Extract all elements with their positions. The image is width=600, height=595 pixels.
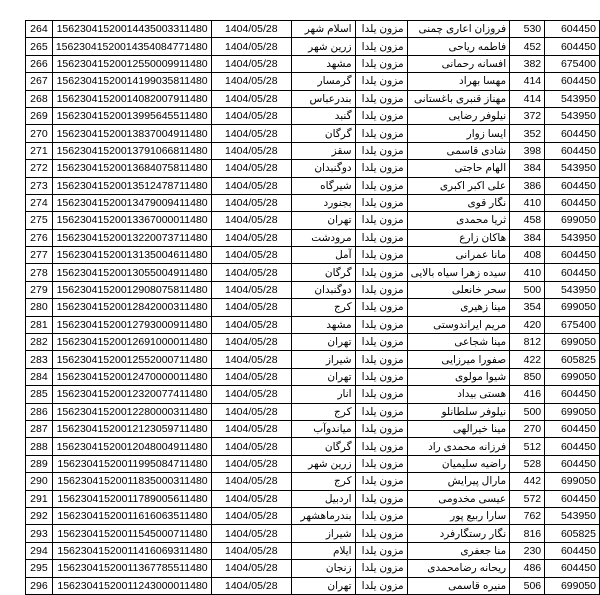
table-row (26, 107, 600, 124)
tracking-code: 15623041520012691000011480 (52, 334, 211, 351)
amount-cell: 420 (510, 316, 545, 333)
recipient-name: منیره قاسمی (407, 577, 510, 594)
row-number: 269 (26, 107, 53, 124)
postal-code-cell: 604450 (545, 247, 600, 264)
recipient-name: راضیه سلیمیان (407, 455, 510, 472)
recipient-name: مارال پیرایش (407, 473, 510, 490)
postal-code-cell: 604450 (545, 125, 600, 142)
city-cell: اسلام شهر (291, 21, 355, 38)
table-row (26, 368, 600, 385)
recipient-name: شادی قاسمی (407, 142, 510, 159)
recipient-name: هاکان زارع (407, 229, 510, 246)
tracking-code: 15623041520014354084771480 (52, 38, 211, 55)
sender-cell: مزون یلدا (355, 403, 407, 420)
sender-cell: مزون یلدا (355, 73, 407, 90)
postal-code-cell: 604450 (545, 455, 600, 472)
row-number: 284 (26, 368, 53, 385)
postal-code-cell: 543950 (545, 107, 600, 124)
city-cell: تهران (291, 212, 355, 229)
city-cell: کرج (291, 473, 355, 490)
recipient-name: منا جعفری (407, 542, 510, 559)
city-cell: زرین شهر (291, 38, 355, 55)
row-number: 281 (26, 316, 53, 333)
amount-cell: 416 (510, 386, 545, 403)
tracking-code: 15623041520013837004911480 (52, 125, 211, 142)
recipient-name: علی اکبر اکبری (407, 177, 510, 194)
date-cell: 1404/05/28 (211, 247, 291, 264)
recipient-name: مریم ایراندوستی (407, 316, 510, 333)
postal-code-cell: 675400 (545, 316, 600, 333)
recipient-name: فاطمه ریاحی (407, 38, 510, 55)
postal-code-cell: 604450 (545, 438, 600, 455)
date-cell: 1404/05/28 (211, 125, 291, 142)
city-cell: آمل (291, 247, 355, 264)
tracking-code: 15623041520013684075811480 (52, 160, 211, 177)
tracking-code: 15623041520013367000011480 (52, 212, 211, 229)
city-cell: گرگان (291, 264, 355, 281)
date-cell: 1404/05/28 (211, 299, 291, 316)
postal-code-cell: 699050 (545, 403, 600, 420)
city-cell: زرین شهر (291, 455, 355, 472)
recipient-name: سیده زهرا سیاه بالایی (407, 264, 510, 281)
recipient-name: افسانه رحمانی (407, 55, 510, 72)
amount-cell: 422 (510, 351, 545, 368)
amount-cell: 352 (510, 125, 545, 142)
table-row (26, 177, 600, 194)
table-row (26, 507, 600, 524)
tracking-code: 15623041520012280000311480 (52, 403, 211, 420)
row-number: 266 (26, 55, 53, 72)
amount-cell: 762 (510, 507, 545, 524)
date-cell: 1404/05/28 (211, 229, 291, 246)
amount-cell: 458 (510, 212, 545, 229)
recipient-name: الهام حاجتی (407, 160, 510, 177)
date-cell: 1404/05/28 (211, 73, 291, 90)
date-cell: 1404/05/28 (211, 455, 291, 472)
row-number: 293 (26, 525, 53, 542)
table-row (26, 90, 600, 107)
recipient-name: سحر خانعلی (407, 281, 510, 298)
row-number: 271 (26, 142, 53, 159)
amount-cell: 382 (510, 55, 545, 72)
date-cell: 1404/05/28 (211, 21, 291, 38)
city-cell: گرگان (291, 438, 355, 455)
amount-cell: 530 (510, 21, 545, 38)
sender-cell: مزون یلدا (355, 55, 407, 72)
row-number: 274 (26, 194, 53, 211)
tracking-code: 15623041520012470000011480 (52, 368, 211, 385)
date-cell: 1404/05/28 (211, 438, 291, 455)
tracking-code: 15623041520012793000911480 (52, 316, 211, 333)
date-cell: 1404/05/28 (211, 160, 291, 177)
postal-code-cell: 605825 (545, 525, 600, 542)
sender-cell: مزون یلدا (355, 21, 407, 38)
table-row (26, 142, 600, 159)
tracking-code: 15623041520011616063511480 (52, 507, 211, 524)
city-cell: مشهد (291, 316, 355, 333)
date-cell: 1404/05/28 (211, 560, 291, 577)
table-row (26, 229, 600, 246)
city-cell: تهران (291, 334, 355, 351)
city-cell: گرمسار (291, 73, 355, 90)
recipient-name: صفورا میرزایی (407, 351, 510, 368)
date-cell: 1404/05/28 (211, 577, 291, 594)
date-cell: 1404/05/28 (211, 420, 291, 437)
table-row (26, 160, 600, 177)
recipient-name: مهناز قنبری باغستانی (407, 90, 510, 107)
postal-code-cell: 675400 (545, 55, 600, 72)
recipient-name: عیسی مخدومی (407, 490, 510, 507)
recipient-name: مهسا بهراد (407, 73, 510, 90)
date-cell: 1404/05/28 (211, 212, 291, 229)
tracking-code: 15623041520011545000711480 (52, 525, 211, 542)
table-row (26, 420, 600, 437)
sender-cell: مزون یلدا (355, 247, 407, 264)
postal-code-cell: 605825 (545, 351, 600, 368)
row-number: 270 (26, 125, 53, 142)
date-cell: 1404/05/28 (211, 507, 291, 524)
city-cell: بندرماهشهر (291, 507, 355, 524)
recipient-name: شیوا مولوی (407, 368, 510, 385)
date-cell: 1404/05/28 (211, 386, 291, 403)
sender-cell: مزون یلدا (355, 560, 407, 577)
date-cell: 1404/05/28 (211, 316, 291, 333)
row-number: 283 (26, 351, 53, 368)
amount-cell: 500 (510, 403, 545, 420)
city-cell: زنجان (291, 560, 355, 577)
city-cell: شیراز (291, 525, 355, 542)
table-row (26, 247, 600, 264)
sender-cell: مزون یلدا (355, 299, 407, 316)
postal-code-cell: 543950 (545, 281, 600, 298)
row-number: 275 (26, 212, 53, 229)
table-row (26, 281, 600, 298)
recipient-name: فرزانه محمدی راد (407, 438, 510, 455)
date-cell: 1404/05/28 (211, 194, 291, 211)
postal-code-cell: 604450 (545, 21, 600, 38)
tracking-code: 15623041520011995084711480 (52, 455, 211, 472)
postal-code-cell: 699050 (545, 577, 600, 594)
date-cell: 1404/05/28 (211, 55, 291, 72)
recipient-name: نگار رستگارفرد (407, 525, 510, 542)
date-cell: 1404/05/28 (211, 525, 291, 542)
sender-cell: مزون یلدا (355, 542, 407, 559)
tracking-code: 15623041520011243000011480 (52, 577, 211, 594)
sender-cell: مزون یلدا (355, 142, 407, 159)
amount-cell: 270 (510, 420, 545, 437)
tracking-code: 15623041520013512478711480 (52, 177, 211, 194)
row-number: 286 (26, 403, 53, 420)
row-number: 272 (26, 160, 53, 177)
postal-code-cell: 699050 (545, 473, 600, 490)
amount-cell: 408 (510, 247, 545, 264)
recipient-name: فروزان اعاری چمنی (407, 21, 510, 38)
sender-cell: مزون یلدا (355, 455, 407, 472)
city-cell: مشهد (291, 55, 355, 72)
city-cell: دوگنبدان (291, 160, 355, 177)
city-cell: گرگان (291, 125, 355, 142)
amount-cell: 372 (510, 107, 545, 124)
date-cell: 1404/05/28 (211, 264, 291, 281)
sender-cell: مزون یلدا (355, 107, 407, 124)
postal-code-cell: 604450 (545, 386, 600, 403)
sender-cell: مزون یلدا (355, 281, 407, 298)
date-cell: 1404/05/28 (211, 473, 291, 490)
tracking-code: 15623041520013220073711480 (52, 229, 211, 246)
amount-cell: 506 (510, 577, 545, 594)
city-cell: تهران (291, 368, 355, 385)
row-number: 264 (26, 21, 53, 38)
tracking-code: 15623041520012048004911480 (52, 438, 211, 455)
postal-code-cell: 604450 (545, 73, 600, 90)
tracking-code: 15623041520012123059711480 (52, 420, 211, 437)
table-row (26, 125, 600, 142)
sender-cell: مزون یلدا (355, 90, 407, 107)
row-number: 291 (26, 490, 53, 507)
sender-cell: مزون یلدا (355, 351, 407, 368)
sender-cell: مزون یلدا (355, 212, 407, 229)
table-row (26, 73, 600, 90)
city-cell: کرج (291, 403, 355, 420)
recipient-name: ایسا زوار (407, 125, 510, 142)
tracking-code: 15623041520012908075811480 (52, 281, 211, 298)
amount-cell: 414 (510, 73, 545, 90)
sender-cell: مزون یلدا (355, 125, 407, 142)
amount-cell: 442 (510, 473, 545, 490)
tracking-code: 15623041520014199035811480 (52, 73, 211, 90)
table-row (26, 560, 600, 577)
sender-cell: مزون یلدا (355, 177, 407, 194)
postal-code-cell: 604450 (545, 142, 600, 159)
table-row (26, 316, 600, 333)
sender-cell: مزون یلدا (355, 438, 407, 455)
postal-code-cell: 604450 (545, 420, 600, 437)
amount-cell: 410 (510, 264, 545, 281)
recipient-name: نگار قوی (407, 194, 510, 211)
recipient-name: مانا عمرانی (407, 247, 510, 264)
table-row (26, 194, 600, 211)
city-cell: اردبیل (291, 490, 355, 507)
date-cell: 1404/05/28 (211, 142, 291, 159)
city-cell: شیرگاه (291, 177, 355, 194)
table-row (26, 55, 600, 72)
postal-code-cell: 604450 (545, 194, 600, 211)
sender-cell: مزون یلدا (355, 490, 407, 507)
row-number: 277 (26, 247, 53, 264)
postal-code-cell: 699050 (545, 334, 600, 351)
postal-code-cell: 604450 (545, 542, 600, 559)
row-number: 268 (26, 90, 53, 107)
row-number: 296 (26, 577, 53, 594)
tracking-code: 15623041520011789005611480 (52, 490, 211, 507)
amount-cell: 500 (510, 281, 545, 298)
sender-cell: مزون یلدا (355, 334, 407, 351)
table-row (26, 577, 600, 594)
table-row (26, 299, 600, 316)
row-number: 295 (26, 560, 53, 577)
row-number: 280 (26, 299, 53, 316)
table-row (26, 490, 600, 507)
postal-code-cell: 543950 (545, 90, 600, 107)
amount-cell: 410 (510, 194, 545, 211)
postal-code-cell: 604450 (545, 177, 600, 194)
sender-cell: مزون یلدا (355, 525, 407, 542)
amount-cell: 528 (510, 455, 545, 472)
recipient-name: مینا زهیری (407, 299, 510, 316)
sender-cell: مزون یلدا (355, 194, 407, 211)
shipment-table-body (26, 21, 600, 595)
city-cell: کرج (291, 299, 355, 316)
city-cell: دوگنبدان (291, 281, 355, 298)
amount-cell: 414 (510, 90, 545, 107)
amount-cell: 452 (510, 38, 545, 55)
table-row (26, 438, 600, 455)
date-cell: 1404/05/28 (211, 334, 291, 351)
row-number: 290 (26, 473, 53, 490)
table-row (26, 334, 600, 351)
sender-cell: مزون یلدا (355, 229, 407, 246)
sender-cell: مزون یلدا (355, 316, 407, 333)
recipient-name: ثریا محمدی (407, 212, 510, 229)
amount-cell: 384 (510, 229, 545, 246)
city-cell: سقز (291, 142, 355, 159)
postal-code-cell: 604450 (545, 264, 600, 281)
row-number: 288 (26, 438, 53, 455)
row-number: 287 (26, 420, 53, 437)
postal-code-cell: 604450 (545, 490, 600, 507)
amount-cell: 398 (510, 142, 545, 159)
table-row (26, 455, 600, 472)
amount-cell: 816 (510, 525, 545, 542)
date-cell: 1404/05/28 (211, 351, 291, 368)
table-row (26, 386, 600, 403)
shipment-table (25, 20, 600, 595)
tracking-code: 15623041520012552000711480 (52, 351, 211, 368)
sender-cell: مزون یلدا (355, 507, 407, 524)
sender-cell: مزون یلدا (355, 420, 407, 437)
row-number: 276 (26, 229, 53, 246)
postal-code-cell: 543950 (545, 160, 600, 177)
date-cell: 1404/05/28 (211, 107, 291, 124)
postal-code-cell: 699050 (545, 299, 600, 316)
postal-code-cell: 543950 (545, 507, 600, 524)
amount-cell: 486 (510, 560, 545, 577)
row-number: 278 (26, 264, 53, 281)
date-cell: 1404/05/28 (211, 490, 291, 507)
tracking-code: 15623041520011367785511480 (52, 560, 211, 577)
city-cell: میاندوآب (291, 420, 355, 437)
recipient-name: مینا خیرالهی (407, 420, 510, 437)
recipient-name: سارا ربیع پور (407, 507, 510, 524)
table-row (26, 21, 600, 38)
tracking-code: 15623041520012842000311480 (52, 299, 211, 316)
row-number: 279 (26, 281, 53, 298)
recipient-name: مینا شجاعی (407, 334, 510, 351)
tracking-code: 15623041520013791066811480 (52, 142, 211, 159)
sender-cell: مزون یلدا (355, 577, 407, 594)
city-cell: مرودشت (291, 229, 355, 246)
date-cell: 1404/05/28 (211, 90, 291, 107)
amount-cell: 354 (510, 299, 545, 316)
tracking-code: 15623041520011835000311480 (52, 473, 211, 490)
city-cell: گنبد (291, 107, 355, 124)
city-cell: تهران (291, 577, 355, 594)
postal-code-cell: 543950 (545, 229, 600, 246)
table-row (26, 264, 600, 281)
postal-code-cell: 604450 (545, 560, 600, 577)
city-cell: بجنورد (291, 194, 355, 211)
recipient-name: نیلوفر رضایی (407, 107, 510, 124)
table-row (26, 38, 600, 55)
table-row (26, 351, 600, 368)
sender-cell: مزون یلدا (355, 160, 407, 177)
tracking-code: 15623041520012550009911480 (52, 55, 211, 72)
recipient-name: هستی بیداد (407, 386, 510, 403)
postal-code-cell: 699050 (545, 212, 600, 229)
table-row (26, 212, 600, 229)
sender-cell: مزون یلدا (355, 264, 407, 281)
amount-cell: 572 (510, 490, 545, 507)
table-row (26, 403, 600, 420)
postal-code-cell: 699050 (545, 368, 600, 385)
sender-cell: مزون یلدا (355, 386, 407, 403)
date-cell: 1404/05/28 (211, 403, 291, 420)
table-row (26, 473, 600, 490)
row-number: 292 (26, 507, 53, 524)
tracking-code: 15623041520014082007911480 (52, 90, 211, 107)
row-number: 267 (26, 73, 53, 90)
date-cell: 1404/05/28 (211, 38, 291, 55)
sender-cell: مزون یلدا (355, 38, 407, 55)
tracking-code: 15623041520014435003311480 (52, 21, 211, 38)
tracking-code: 15623041520013479009411480 (52, 194, 211, 211)
table-row (26, 525, 600, 542)
amount-cell: 230 (510, 542, 545, 559)
date-cell: 1404/05/28 (211, 177, 291, 194)
row-number: 282 (26, 334, 53, 351)
row-number: 294 (26, 542, 53, 559)
amount-cell: 386 (510, 177, 545, 194)
tracking-code: 15623041520012320077411480 (52, 386, 211, 403)
amount-cell: 384 (510, 160, 545, 177)
row-number: 265 (26, 38, 53, 55)
postal-code-cell: 604450 (545, 38, 600, 55)
city-cell: ایلام (291, 542, 355, 559)
city-cell: بندرعباس (291, 90, 355, 107)
sender-cell: مزون یلدا (355, 368, 407, 385)
amount-cell: 812 (510, 334, 545, 351)
tracking-code: 15623041520013135004611480 (52, 247, 211, 264)
tracking-code: 15623041520013055004911480 (52, 264, 211, 281)
recipient-name: نیلوفر سلطانلو (407, 403, 510, 420)
row-number: 289 (26, 455, 53, 472)
city-cell: انار (291, 386, 355, 403)
tracking-code: 15623041520011416069311480 (52, 542, 211, 559)
date-cell: 1404/05/28 (211, 368, 291, 385)
table-row (26, 542, 600, 559)
row-number: 285 (26, 386, 53, 403)
recipient-name: ریحانه رضامحمدی (407, 560, 510, 577)
amount-cell: 850 (510, 368, 545, 385)
tracking-code: 15623041520013995645511480 (52, 107, 211, 124)
date-cell: 1404/05/28 (211, 542, 291, 559)
date-cell: 1404/05/28 (211, 281, 291, 298)
row-number: 273 (26, 177, 53, 194)
city-cell: شیراز (291, 351, 355, 368)
amount-cell: 512 (510, 438, 545, 455)
sender-cell: مزون یلدا (355, 473, 407, 490)
